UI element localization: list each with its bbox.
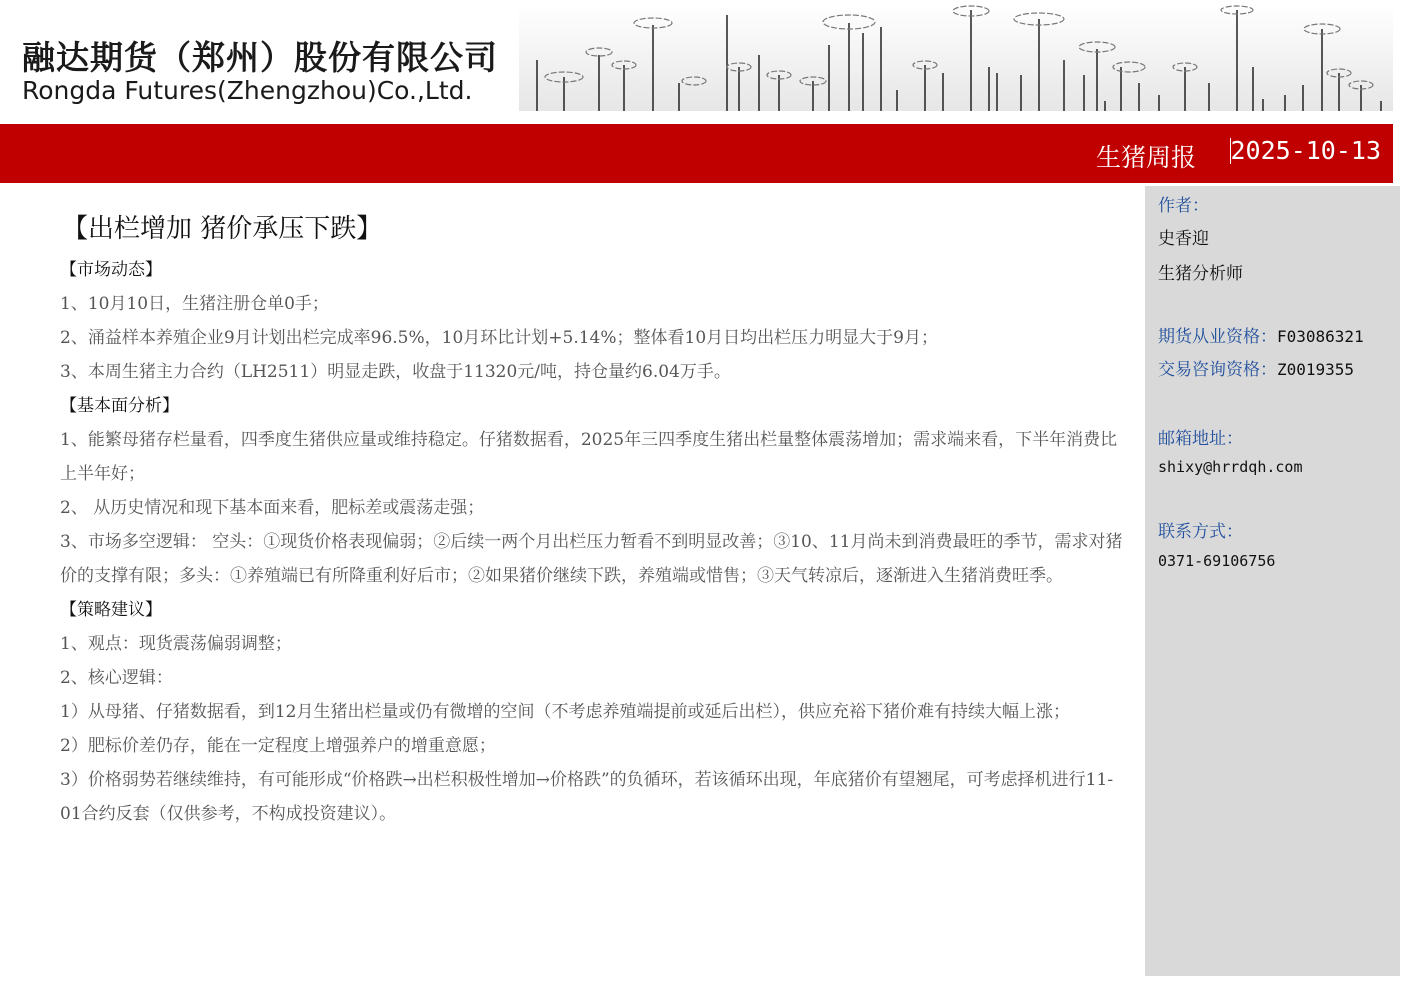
section-fundamental-analysis	[60, 389, 1128, 593]
paragraph: 1、10月10日，生猪注册仓单0手；	[60, 294, 329, 314]
author-title: 生猪分析师	[1158, 264, 1243, 284]
author-sidebar	[1145, 186, 1400, 976]
company-name-cn: 融达期货（郑州）股份有限公司	[22, 38, 498, 77]
contact-phone: 0371-69106756	[1158, 552, 1276, 570]
paragraph: 2、 从历史情况和现下基本面来看，肥标差或震荡走强；	[60, 498, 485, 518]
article-title: 【出栏增加 猪价承压下跌】	[62, 214, 383, 244]
consult-qualification-value: Z0019355	[1277, 360, 1355, 379]
author-name: 史香迎	[1158, 229, 1209, 249]
paragraph: 1）从母猪、仔猪数据看，到12月生猪出栏量或仍有微增的空间（不考虑养殖端提前或延后出栏），供应充裕下猪价难有持续大幅上涨；	[60, 702, 1070, 722]
section-heading: 【策略建议】	[60, 600, 162, 620]
paragraph: 3、市场多空逻辑： 空头：①现货价格表现偏弱；②后续一两个月出栏压力暂看不到明显改善；③10、11月尚未到消费最旺的季节，需求对猪价的支撑有限；多头：①养殖端已有所降重利好后市；②如果猪价继续下跌，养殖端或惜售；③天气转凉后，逐渐进入生猪消费旺季。	[60, 532, 1123, 586]
section-heading: 【基本面分析】	[60, 396, 179, 416]
paragraph: 2、核心逻辑：	[60, 668, 173, 688]
consult-qualification-label: 交易咨询资格：	[1158, 360, 1277, 380]
paragraph: 2）肥标价差仍存，能在一定程度上增强养户的增重意愿；	[60, 736, 496, 756]
section-market-dynamics	[60, 253, 1128, 389]
paragraph: 2、涌益样本养殖企业9月计划出栏完成率96.5%，10月环比计划+5.14%；整体看10月日均出栏压力明显大于9月；	[60, 328, 938, 348]
paragraph: 1、能繁母猪存栏量看，四季度生猪供应量或维持稳定。仔猪数据看，2025年三四季度生猪出栏量整体震荡增加；需求端来看，下半年消费比上半年好；	[60, 430, 1118, 484]
futures-qualification-label: 期货从业资格：	[1158, 327, 1277, 347]
banner-pins-illustration	[519, 5, 1393, 111]
futures-qualification-value: F03086321	[1277, 327, 1364, 346]
article-body	[60, 208, 1128, 831]
paragraph: 3）价格弱势若继续维持，有可能形成“价格跌→出栏积极性增加→价格跌”的负循环，若该循环出现，年底猪价有望翘尾，可考虑择机进行11-01合约反套（仅供参考，不构成投资建议）。	[60, 770, 1114, 824]
contact-label: 联系方式：	[1158, 522, 1243, 542]
report-date: 2025-10-13	[1230, 136, 1381, 165]
futures-qualification	[1158, 322, 1364, 347]
section-strategy	[60, 593, 1128, 831]
report-header-bar	[0, 124, 1393, 183]
consult-qualification	[1158, 355, 1354, 380]
paragraph: 3、本周生猪主力合约（LH2511）明显走跌，收盘于11320元/吨，持仓量约6.04万手。	[60, 362, 731, 382]
email-link[interactable]: shixy@hrrdqh.com	[1158, 458, 1303, 476]
section-heading: 【市场动态】	[60, 260, 162, 280]
author-label: 作者：	[1158, 196, 1209, 216]
company-name-en: Rongda Futures(Zhengzhou)Co.,Ltd.	[22, 76, 473, 105]
report-type: 生猪周报	[1095, 143, 1196, 172]
paragraph: 1、观点：现货震荡偏弱调整；	[60, 634, 292, 654]
email-label: 邮箱地址：	[1158, 429, 1243, 449]
